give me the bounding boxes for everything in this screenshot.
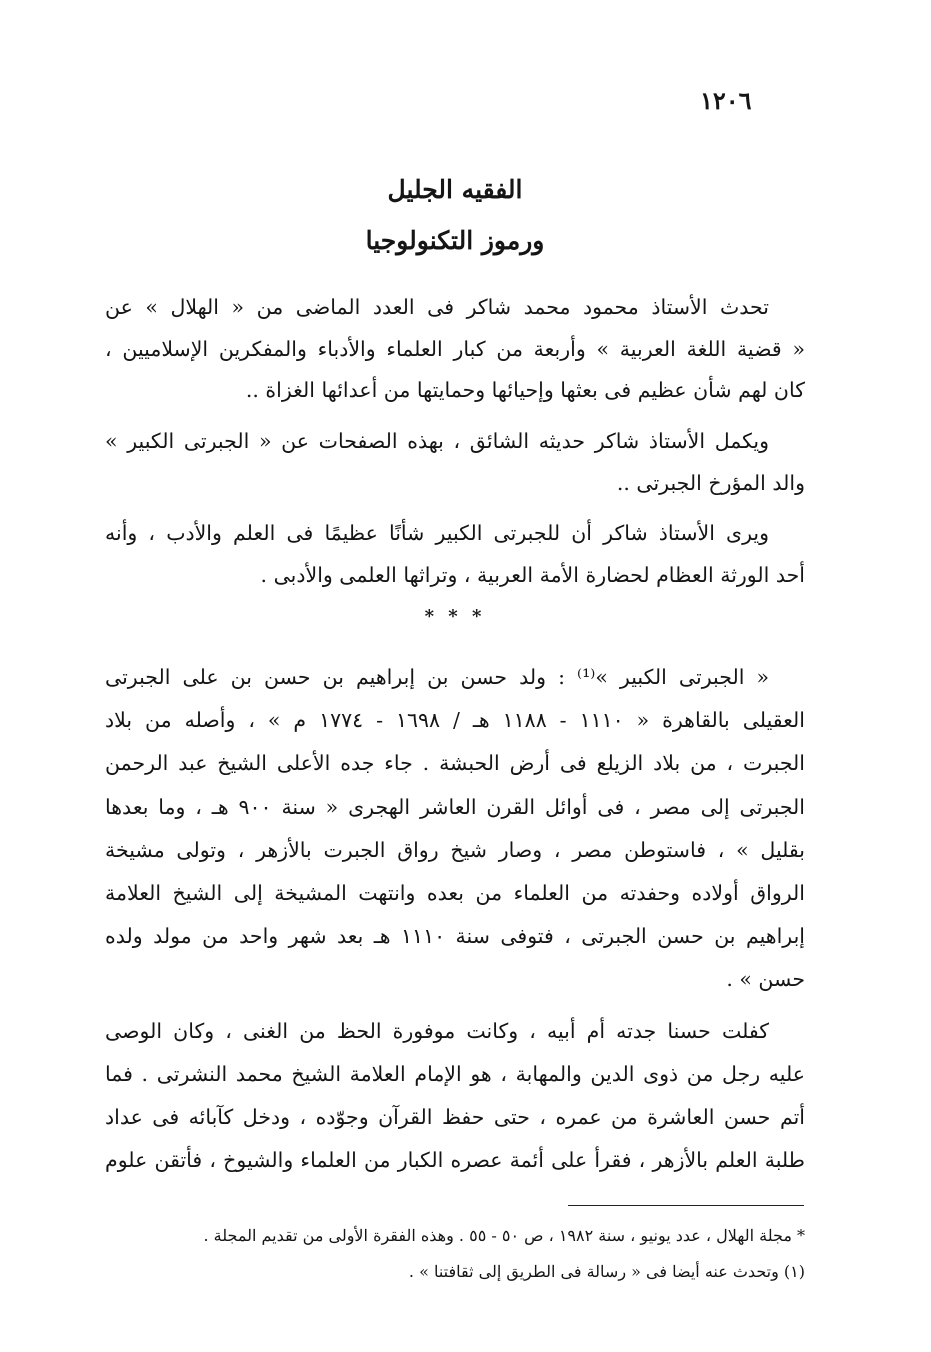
footnote-star: * مجلة الهلال ، عدد يونيو ، سنة ١٩٨٢ ، ص ٥٠ - ٥٥ . وهذه الفقرة الأولى من تقديم المجلة . [203,1226,805,1245]
text-line: الرواق أولاده وحفدته من العلماء من بعده وانتهت المشيخة إلى الشيخ العلامة [105,880,805,905]
text-line: والد المؤرخ الجبرتى .. [616,470,805,495]
text-line: الجبرتى إلى مصر ، فى أوائل القرن العاشر الهجرى « سنة ٩٠٠ هـ ، وما بعدها [105,794,805,819]
text-line: كفلت حسنا جدته أم أبيه ، وكانت موفورة الحظ من الغنى ، وكان الوصى [105,1019,769,1043]
body-paragraph-2 [105,1010,805,1182]
intro-paragraph-3 [105,513,805,596]
text-line: أتم حسن العاشرة من عمره ، حتى حفظ القرآن وجوّده ، ودخل كآبائه فى عداد [105,1105,805,1129]
text-line: أحد الورثة العظام لحضارة الأمة العربية ، وتراثها العلمى والأدبى . [260,562,805,587]
footnotes [105,1218,805,1290]
footnote-divider [568,1205,804,1206]
text-line: عليه رجل من ذوى الدين والمهابة ، هو الإمام العلامة الشيخ محمد النشرتى . فما [105,1062,805,1086]
text-line: كان لهم شأن عظيم فى بعثها وإحيائها وحمايتها من أعدائها الغزاة .. [245,378,805,402]
article-title-line-1: الفقيه الجليل [387,175,523,204]
intro-paragraph-1 [105,287,805,412]
body-paragraph-1 [105,656,805,1002]
text-line: العقيلى بالقاهرة « ١١١٠ - ١١٨٨ هـ / ١٦٩٨ - ١٧٧٤ م » ، وأصله من بلاد [105,708,805,733]
text-line: ويرى الأستاذ شاكر أن للجبرتى الكبير شأنًا عظيمًا فى العلم والأدب ، وأنه [105,521,769,545]
section-separator: * * * [424,606,486,627]
text-line: « الجبرتى الكبير »⁽¹⁾ : ولد حسن بن إبراهيم بن حسن بن على الجبرتى [105,665,769,689]
page-number: ١٢٠٦ [700,86,752,115]
text-line: طلبة العلم بالأزهر ، فقرأ على أئمة عصره الكبار من العلماء والشيوخ ، فأتقن علوم [105,1148,805,1172]
footnote-1: (١) وتحدث عنه أيضا فى « رسالة فى الطريق إلى ثقافتنا » . [408,1262,805,1281]
text-line: الجبرت ، من بلاد الزيلع فى أرض الحبشة . جاء جده الأعلى الشيخ عبد الرحمن [105,751,805,776]
article-title-line-2: ورموز التكنولوجيا [365,226,545,255]
text-line: إبراهيم بن حسن الجبرتى ، فتوفى سنة ١١١٠ هـ بعد شهر واحد من مولد ولده [105,924,806,949]
intro-paragraph-2 [105,421,805,504]
text-line: حسن » . [726,967,805,992]
text-line: تحدث الأستاذ محمود محمد شاكر فى العدد الماضى من « الهلال » عن [105,295,769,319]
text-line: « قضية اللغة العربية » وأربعة من كبار العلماء والأدباء والمفكرين الإسلاميين ، [105,336,805,361]
text-line: ويكمل الأستاذ شاكر حديثه الشائق ، بهذه الصفحات عن « الجبرتى الكبير » [105,429,769,453]
text-line: بقليل » ، فاستوطن مصر ، وصار شيخ رواق الجبرت بالأزهر ، وتولى مشيخة [105,837,805,862]
